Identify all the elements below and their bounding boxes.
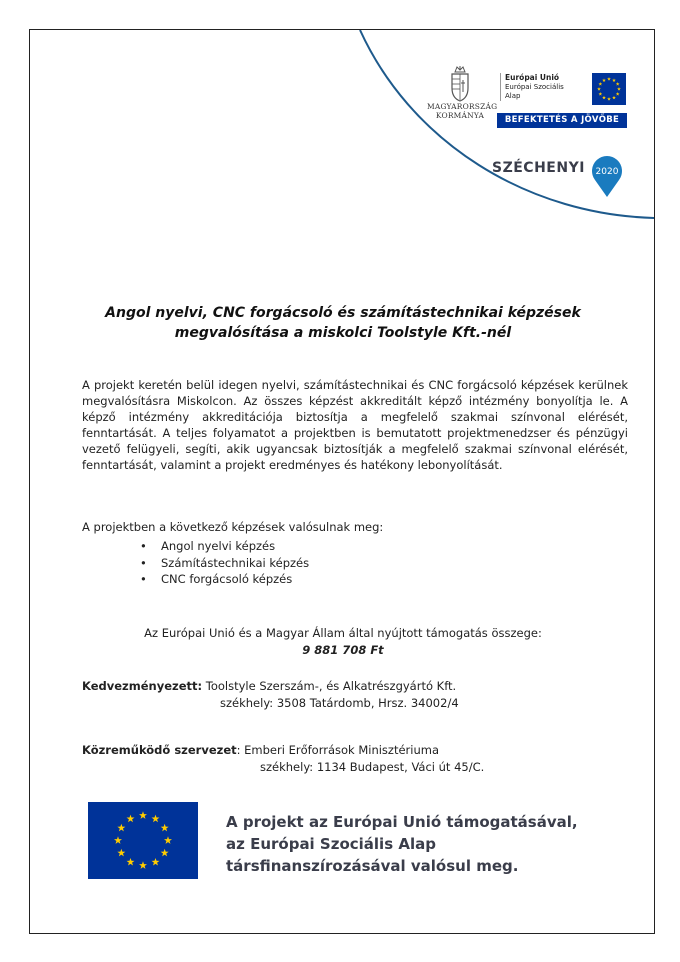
eu-funding-statement	[226, 811, 578, 877]
beneficiary-name: Toolstyle Szerszám-, és Alkatrészgyártó Kft.	[205, 679, 457, 693]
project-description: A projekt keretén belül idegen nyelvi, számítástechnikai és CNC forgácsoló képzések kerülnek megvalósításra Miskolcon. Az összes képzést akkreditált képző intézmény bonyolítja le. A képző intézmény akkreditációja biztosítja a megfelelő szakmai színvonal elérését, fenntartását. A teljes folyamatot a projektben is bemutatott projektmenedzser és pénzügyi vezető felügyeli, segíti, akik ugyancsak biztosítják a megfelelő szakmai színvonal elérését, fenntartását, valamint a projekt eredményes és hatékony lebonyolítását.	[82, 378, 628, 473]
eu-esf-text	[500, 73, 564, 101]
funding-line3: társfinanszírozásával valósul meg.	[226, 857, 519, 875]
eu-flag-small-icon	[592, 73, 626, 105]
trainings-intro: A projektben a következő képzések valósulnak meg:	[82, 520, 384, 534]
intermediary-name: : Emberi Erőforrások Minisztériuma	[236, 743, 440, 757]
government-name-line2: KORMÁNYA	[435, 111, 485, 120]
intermediary-address: székhely: 1134 Budapest, Váci út 45/C.	[260, 760, 485, 774]
intermediary-label: Közreműködő szervezet	[82, 743, 237, 757]
eu-name: Európai Unió	[505, 73, 560, 82]
hungarian-government-logo	[427, 66, 498, 120]
esf-line2: Alap	[505, 92, 521, 100]
intermediary-section	[82, 742, 484, 776]
beneficiary-section	[82, 678, 459, 712]
coat-of-arms-icon	[449, 66, 471, 102]
funding-line2: az Európai Szociális Alap	[226, 835, 436, 853]
title-line2: megvalósítása a miskolci Toolstyle Kft.-nél	[174, 325, 512, 341]
support-amount: 9 881 708 Ft	[302, 643, 384, 657]
title-line1: Angol nyelvi, CNC forgácsoló és számítástechnikai képzések	[105, 305, 581, 321]
funding-line1: A projekt az Európai Unió támogatásával,	[226, 813, 578, 831]
beneficiary-address: székhely: 3508 Tatárdomb, Hrsz. 34002/4	[220, 696, 459, 710]
szechenyi-logo-text: SZÉCHENYI	[492, 160, 585, 176]
support-section	[30, 625, 655, 659]
list-item: • CNC forgácsoló képzés	[144, 571, 309, 588]
list-item: • Számítástechnikai képzés	[144, 555, 309, 572]
esf-line1: Európai Szociális	[505, 83, 564, 91]
eu-flag-icon	[88, 802, 198, 879]
government-name-line1: MAGYARORSZÁG	[427, 102, 498, 111]
page-title	[30, 303, 655, 343]
szechenyi-year: 2020	[595, 167, 619, 177]
support-label: Az Európai Unió és a Magyar Állam által nyújtott támogatás összege:	[144, 626, 542, 640]
list-item: • Angol nyelvi képzés	[144, 538, 309, 555]
szechenyi-2020-pin-icon	[590, 152, 624, 198]
trainings-list	[144, 538, 309, 588]
beneficiary-label: Kedvezményezett:	[82, 679, 203, 693]
investment-slogan: BEFEKTETÉS A JÖVŐBE	[497, 113, 627, 128]
page-frame	[29, 29, 655, 934]
